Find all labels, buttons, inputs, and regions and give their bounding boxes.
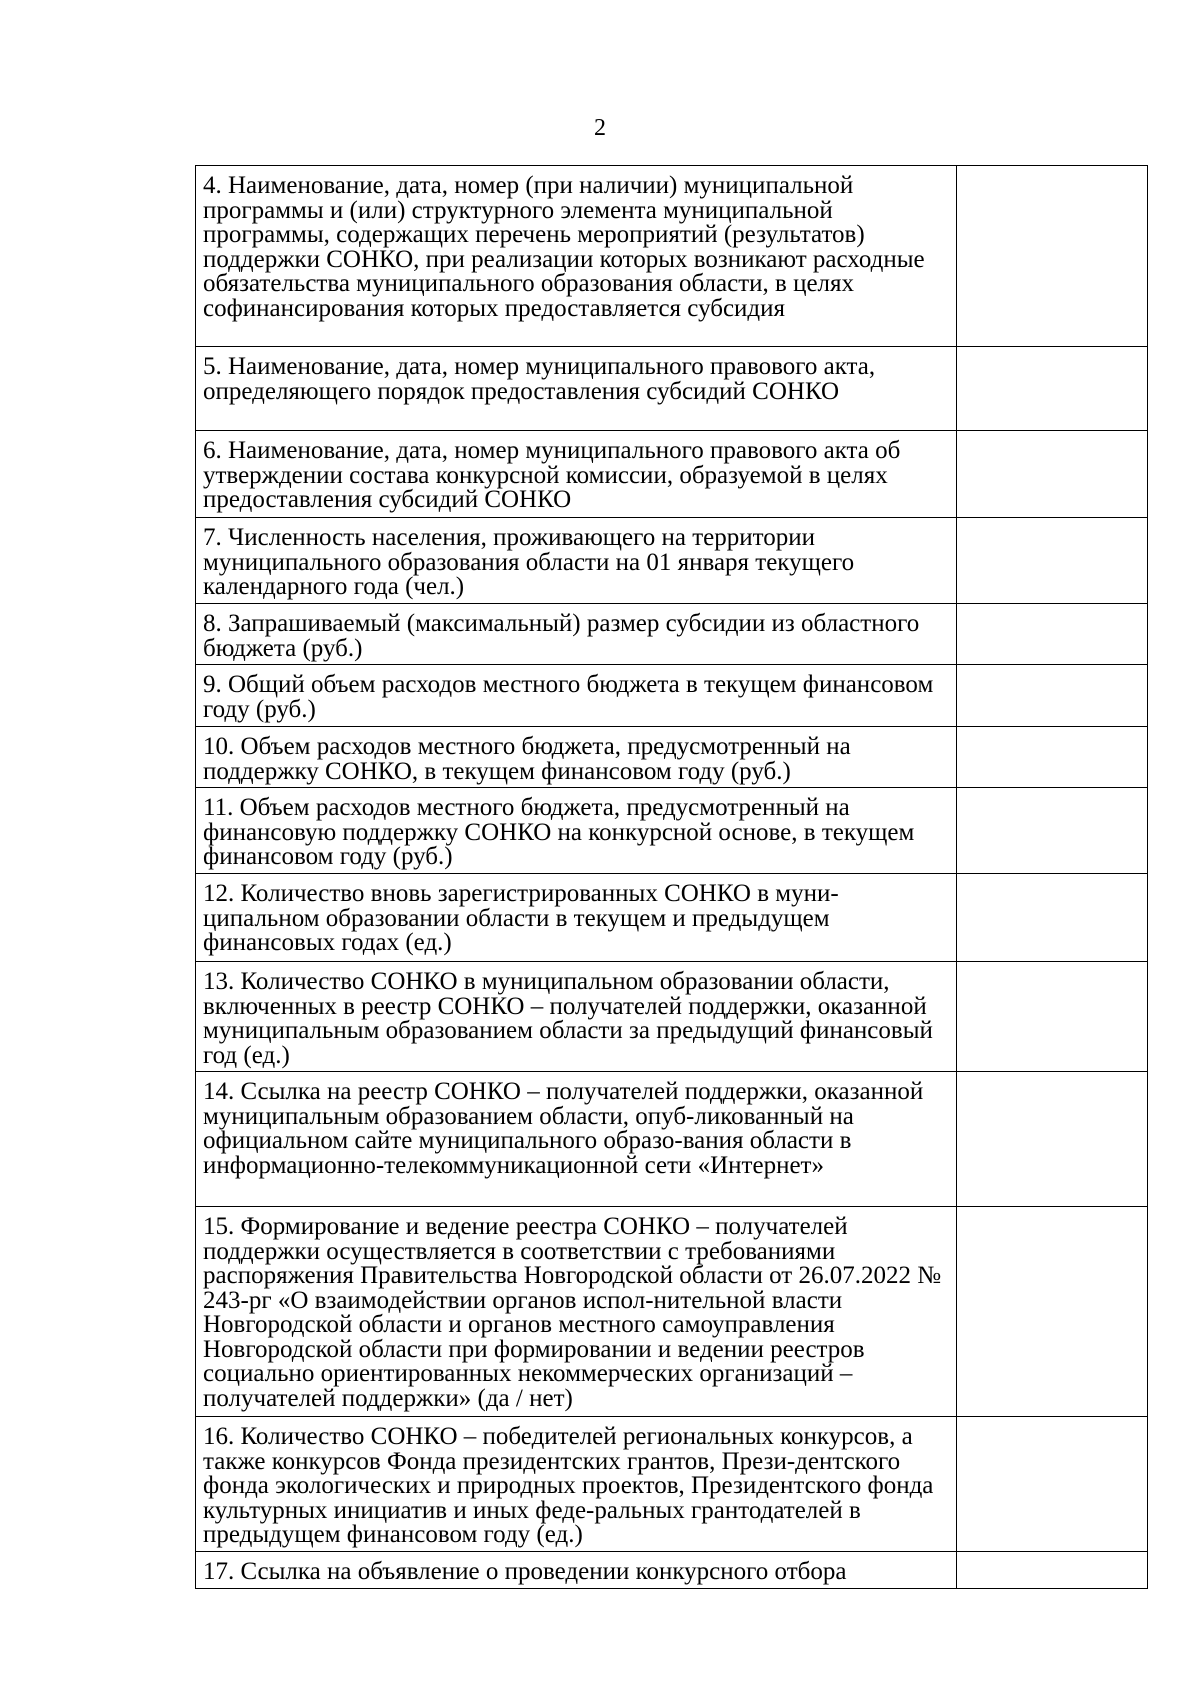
row-value-cell[interactable]: [957, 962, 1148, 1072]
table-row-6: [196, 431, 1148, 518]
row-label: 12. Количество вновь зарегистрированных СОНКО в муни-ципальном образовании области в текущем и предыдущем финансовых годах (ед.): [196, 874, 957, 962]
row-value-cell[interactable]: [957, 166, 1148, 347]
row-label: 8. Запрашиваемый (максимальный) размер субсидии из областного бюджета (руб.): [196, 604, 957, 665]
page-number: 2: [594, 115, 606, 141]
row-value-cell[interactable]: [957, 1417, 1148, 1552]
table-row-10: [196, 727, 1148, 788]
table-row-15: [196, 1207, 1148, 1417]
row-label: 13. Количество СОНКО в муниципальном образовании области, включенных в реестр СОНКО – получателей поддержки, оказанной муниципальным образованием области за предыдущий финансовый год (ед.): [196, 962, 957, 1072]
row-label: 5. Наименование, дата, номер муниципального правового акта, определяющего порядок предоставления субсидий СОНКО: [196, 347, 957, 431]
row-value-cell[interactable]: [957, 347, 1148, 431]
table-row-8: [196, 604, 1148, 665]
row-value-cell[interactable]: [957, 431, 1148, 518]
table-row-7: [196, 518, 1148, 604]
row-value-cell[interactable]: [957, 665, 1148, 727]
row-label: 4. Наименование, дата, номер (при наличии) муниципальной программы и (или) структурного элемента муниципальной программы, содержащих перечень мероприятий (результатов) поддержки СОНКО, при реализации которых возникают расходные обязательства муниципального образования области, в целях софинансирования которых предоставляется субсидия: [196, 166, 957, 347]
row-label: 10. Объем расходов местного бюджета, предусмотренный на поддержку СОНКО, в текущем финансовом году (руб.): [196, 727, 957, 788]
row-label: 16. Количество СОНКО – победителей региональных конкурсов, а также конкурсов Фонда президентских грантов, Прези-дентского фонда экологических и природных проектов, Президентского фонда культурных инициатив и иных феде-ральных грантодателей в предыдущем финансовом году (ед.): [196, 1417, 957, 1552]
row-value-cell[interactable]: [957, 1552, 1148, 1589]
row-value-cell[interactable]: [957, 874, 1148, 962]
row-value-cell[interactable]: [957, 788, 1148, 874]
row-value-cell[interactable]: [957, 518, 1148, 604]
table-row-13: [196, 962, 1148, 1072]
table-row-16: [196, 1417, 1148, 1552]
table-row-5: [196, 347, 1148, 431]
row-label: 6. Наименование, дата, номер муниципального правового акта об утверждении состава конкурсной комиссии, образуемой в целях предоставления субсидий СОНКО: [196, 431, 957, 518]
table-row-17: [196, 1552, 1148, 1589]
row-value-cell[interactable]: [957, 1207, 1148, 1417]
row-value-cell[interactable]: [957, 727, 1148, 788]
row-label: 17. Ссылка на объявление о проведении конкурсного отбора: [196, 1552, 957, 1589]
row-label: 15. Формирование и ведение реестра СОНКО – получателей поддержки осуществляется в соответствии с требованиями распоряжения Правительства Новгородской области от 26.07.2022 № 243-рг «О взаимодействии органов испол-нительной власти Новгородской области и органов местного самоуправления Новгородской области при формировании и ведении реестров социально ориентированных некоммерческих организаций – получателей поддержки» (да / нет): [196, 1207, 957, 1417]
table-row-14: [196, 1072, 1148, 1207]
row-label: 9. Общий объем расходов местного бюджета в текущем финансовом году (руб.): [196, 665, 957, 727]
table-row-12: [196, 874, 1148, 962]
row-label: 11. Объем расходов местного бюджета, предусмотренный на финансовую поддержку СОНКО на конкурсной основе, в текущем финансовом году (руб.): [196, 788, 957, 874]
table-row-11: [196, 788, 1148, 874]
row-value-cell[interactable]: [957, 1072, 1148, 1207]
application-form-table: [195, 165, 1148, 1589]
table-row-4: [196, 166, 1148, 347]
row-label: 7. Численность населения, проживающего на территории муниципального образования области на 01 января текущего календарного года (чел.): [196, 518, 957, 604]
row-value-cell[interactable]: [957, 604, 1148, 665]
table-row-9: [196, 665, 1148, 727]
row-label: 14. Ссылка на реестр СОНКО – получателей поддержки, оказанной муниципальным образованием области, опуб-ликованный на официальном сайте муниципального образо-вания области в информационно-телекоммуникационной сети «Интернет»: [196, 1072, 957, 1207]
